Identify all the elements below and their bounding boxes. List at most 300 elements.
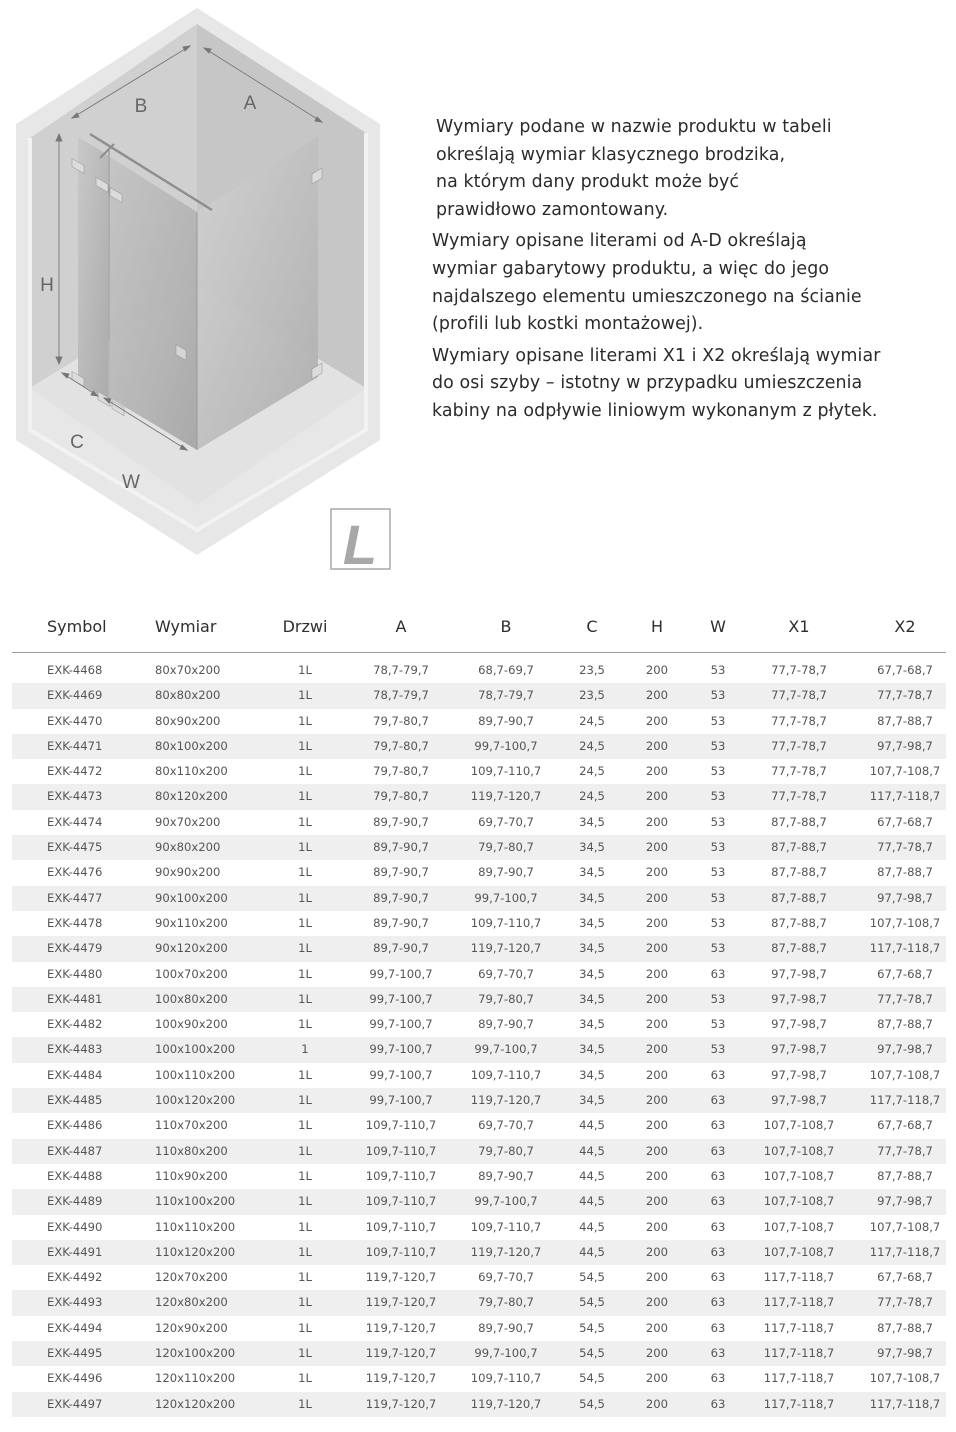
cell-w: 53	[710, 991, 726, 1006]
cell-wymiar: 110x110x200	[155, 1219, 236, 1234]
cell-x2: 87,7-88,7	[877, 1017, 933, 1032]
cell-h: 200	[645, 764, 669, 779]
cell-b: 99,7-100,7	[474, 890, 538, 905]
cell-c: 34,5	[579, 1042, 605, 1057]
cell-w: 53	[710, 764, 726, 779]
svg-text:L: L	[342, 513, 378, 576]
cell-h: 200	[645, 814, 669, 829]
cell-a: 79,7-80,7	[373, 738, 429, 753]
cell-symbol: EXK-4478	[47, 915, 103, 930]
cell-x2: 67,7-68,7	[877, 1270, 933, 1285]
table-row	[12, 1215, 946, 1240]
cell-x1: 107,7-108,7	[763, 1118, 835, 1133]
cell-wymiar: 80x90x200	[155, 713, 221, 728]
cell-h: 200	[645, 738, 669, 753]
cell-symbol: EXK-4491	[47, 1244, 103, 1259]
cell-x1: 87,7-88,7	[771, 814, 827, 829]
cell-x2: 77,7-78,7	[877, 688, 933, 703]
cell-w: 63	[710, 1118, 726, 1133]
cell-c: 34,5	[579, 890, 605, 905]
cell-wymiar: 90x70x200	[155, 814, 221, 829]
cell-x2: 77,7-78,7	[877, 991, 933, 1006]
cell-h: 200	[645, 1194, 669, 1209]
cell-x2: 97,7-98,7	[877, 738, 933, 753]
cell-b: 109,7-110,7	[470, 915, 542, 930]
cell-a: 78,7-79,7	[373, 688, 429, 703]
cell-h: 200	[645, 966, 669, 981]
cell-c: 34,5	[579, 1017, 605, 1032]
table-row	[12, 683, 946, 708]
cell-h: 200	[645, 789, 669, 804]
cell-h: 200	[645, 1017, 669, 1032]
cell-wymiar: 80x100x200	[155, 738, 228, 753]
cell-a: 79,7-80,7	[373, 713, 429, 728]
cell-c: 44,5	[579, 1118, 605, 1133]
cell-a: 99,7-100,7	[369, 991, 433, 1006]
cell-x2: 77,7-78,7	[877, 840, 933, 855]
cell-c: 44,5	[579, 1143, 605, 1158]
dimension-label-h: H	[40, 275, 54, 296]
table-row	[12, 911, 946, 936]
cell-drzwi: 1L	[298, 1270, 312, 1285]
glass-panel-fixed	[78, 137, 108, 400]
cell-x1: 107,7-108,7	[763, 1194, 835, 1209]
cell-h: 200	[645, 688, 669, 703]
cell-x1: 77,7-78,7	[771, 713, 827, 728]
cell-w: 63	[710, 1219, 726, 1234]
cell-b: 119,7-120,7	[470, 1093, 542, 1108]
cell-symbol: EXK-4476	[47, 865, 103, 880]
cell-h: 200	[645, 941, 669, 956]
table-row	[12, 936, 946, 961]
cell-drzwi: 1L	[298, 915, 312, 930]
cell-drzwi: 1L	[298, 1371, 312, 1386]
cell-a: 99,7-100,7	[369, 1093, 433, 1108]
cell-a: 109,7-110,7	[365, 1244, 437, 1259]
cell-x2: 67,7-68,7	[877, 663, 933, 677]
cell-a: 109,7-110,7	[365, 1143, 437, 1158]
cell-c: 54,5	[579, 1295, 605, 1310]
shower-enclosure-diagram	[0, 0, 420, 580]
cell-wymiar: 90x100x200	[155, 890, 228, 905]
table-row	[12, 1164, 946, 1189]
cell-x2: 97,7-98,7	[877, 1346, 933, 1361]
cell-h: 200	[645, 713, 669, 728]
cell-symbol: EXK-4479	[47, 941, 103, 956]
dimension-label-w: W	[122, 472, 140, 493]
cell-h: 200	[645, 1042, 669, 1057]
cell-b: 69,7-70,7	[478, 1118, 534, 1133]
cell-drzwi: 1L	[298, 789, 312, 804]
cell-c: 34,5	[579, 814, 605, 829]
cell-x1: 117,7-118,7	[763, 1320, 835, 1335]
header-w: W	[710, 617, 726, 636]
cell-drzwi: 1L	[298, 1067, 312, 1082]
cell-wymiar: 120x100x200	[155, 1346, 236, 1361]
cell-a: 109,7-110,7	[365, 1168, 437, 1183]
cell-wymiar: 120x80x200	[155, 1295, 228, 1310]
cell-x2: 67,7-68,7	[877, 966, 933, 981]
cell-x2: 97,7-98,7	[877, 890, 933, 905]
table-row	[12, 886, 946, 911]
cell-wymiar: 110x100x200	[155, 1194, 236, 1209]
cell-a: 79,7-80,7	[373, 789, 429, 804]
cell-drzwi: 1L	[298, 1168, 312, 1183]
table-row	[12, 1113, 946, 1138]
header-b: B	[500, 617, 512, 636]
description-paragraph-3: Wymiary opisane literami X1 i X2 określają wymiar do osi szyby – istotny w przypadku umieszczenia kabiny na odpływie liniowym wykonanym z płytek.	[432, 345, 881, 421]
cell-x1: 117,7-118,7	[763, 1396, 835, 1411]
cell-symbol: EXK-4497	[47, 1396, 103, 1411]
cell-c: 24,5	[579, 713, 605, 728]
dimension-description	[432, 114, 942, 430]
cell-symbol: EXK-4489	[47, 1194, 103, 1209]
cell-h: 200	[645, 1270, 669, 1285]
cell-x2: 107,7-108,7	[869, 1371, 941, 1386]
table-row	[12, 987, 946, 1012]
cell-w: 53	[710, 814, 726, 829]
cell-drzwi: 1L	[298, 814, 312, 829]
cell-wymiar: 120x90x200	[155, 1320, 228, 1335]
cell-x2: 97,7-98,7	[877, 1194, 933, 1209]
cell-w: 63	[710, 1320, 726, 1335]
cell-x2: 87,7-88,7	[877, 865, 933, 880]
header-c: C	[586, 617, 598, 636]
header-symbol: Symbol	[47, 617, 107, 636]
cell-x1: 117,7-118,7	[763, 1371, 835, 1386]
description-paragraph-1: Wymiary podane w nazwie produktu w tabeli określają wymiar klasycznego brodzika, na którym dany produkt może być prawidłowo zamontowany.	[436, 117, 832, 220]
cell-x1: 97,7-98,7	[771, 1093, 827, 1108]
cell-wymiar: 120x110x200	[155, 1371, 236, 1386]
cell-b: 79,7-80,7	[478, 991, 534, 1006]
cell-a: 119,7-120,7	[365, 1371, 437, 1386]
header-h: H	[650, 617, 664, 636]
cell-b: 79,7-80,7	[478, 1143, 534, 1158]
table-row	[12, 759, 946, 784]
table-row	[12, 1341, 946, 1366]
cell-b: 109,7-110,7	[470, 1067, 542, 1082]
description-paragraph-2: Wymiary opisane literami od A-D określają wymiar gabarytowy produktu, a więc do jego najdalszego elementu umieszczonego na ścianie (profili lub kostki montażowej).	[432, 231, 862, 335]
table-row	[12, 784, 946, 809]
cell-x1: 77,7-78,7	[771, 789, 827, 804]
cell-drzwi: 1L	[298, 713, 312, 728]
cell-x1: 87,7-88,7	[771, 941, 827, 956]
cell-w: 63	[710, 1371, 726, 1386]
cell-b: 89,7-90,7	[478, 1017, 534, 1032]
table-row	[12, 835, 946, 860]
cell-c: 54,5	[579, 1371, 605, 1386]
cell-a: 109,7-110,7	[365, 1118, 437, 1133]
cell-drzwi: 1L	[298, 1396, 312, 1411]
cell-a: 119,7-120,7	[365, 1295, 437, 1310]
cell-b: 119,7-120,7	[470, 1244, 542, 1259]
cell-c: 34,5	[579, 865, 605, 880]
cell-x2: 67,7-68,7	[877, 1118, 933, 1133]
cell-h: 200	[645, 1118, 669, 1133]
cell-b: 89,7-90,7	[478, 1168, 534, 1183]
cell-w: 63	[710, 1067, 726, 1082]
cell-wymiar: 90x120x200	[155, 941, 228, 956]
cell-x1: 97,7-98,7	[771, 966, 827, 981]
cell-drzwi: 1L	[298, 764, 312, 779]
cell-drzwi: 1L	[298, 1194, 312, 1209]
cell-h: 200	[645, 1320, 669, 1335]
cell-x2: 87,7-88,7	[877, 1320, 933, 1335]
cell-c: 34,5	[579, 941, 605, 956]
cell-wymiar: 110x90x200	[155, 1168, 228, 1183]
cell-drzwi: 1L	[298, 1017, 312, 1032]
cell-a: 119,7-120,7	[365, 1320, 437, 1335]
cell-x2: 77,7-78,7	[877, 1295, 933, 1310]
cell-symbol: EXK-4486	[47, 1118, 103, 1133]
cell-c: 34,5	[579, 1067, 605, 1082]
cell-wymiar: 100x90x200	[155, 1017, 228, 1032]
cell-symbol: EXK-4470	[47, 713, 103, 728]
header-x2: X2	[894, 617, 916, 636]
cell-h: 200	[645, 1295, 669, 1310]
cell-w: 63	[710, 1270, 726, 1285]
cell-x2: 107,7-108,7	[869, 915, 941, 930]
cell-symbol: EXK-4483	[47, 1042, 103, 1057]
cell-w: 53	[710, 840, 726, 855]
cell-b: 89,7-90,7	[478, 713, 534, 728]
cell-a: 89,7-90,7	[373, 840, 429, 855]
cell-a: 119,7-120,7	[365, 1270, 437, 1285]
cell-x1: 107,7-108,7	[763, 1168, 835, 1183]
cell-c: 23,5	[579, 663, 605, 677]
cell-symbol: EXK-4481	[47, 991, 103, 1006]
dimension-label-c: C	[70, 432, 84, 453]
cell-c: 54,5	[579, 1346, 605, 1361]
table-row	[12, 658, 946, 683]
cell-h: 200	[645, 1396, 669, 1411]
cell-w: 53	[710, 941, 726, 956]
cell-w: 53	[710, 890, 726, 905]
cell-w: 63	[710, 1244, 726, 1259]
cell-w: 63	[710, 1168, 726, 1183]
table-row	[12, 1392, 946, 1417]
cell-symbol: EXK-4472	[47, 764, 103, 779]
cell-b: 109,7-110,7	[470, 1371, 542, 1386]
table-body	[12, 658, 946, 1417]
cell-wymiar: 110x120x200	[155, 1244, 236, 1259]
cell-h: 200	[645, 1093, 669, 1108]
cell-h: 200	[645, 865, 669, 880]
cell-symbol: EXK-4496	[47, 1371, 103, 1386]
cell-wymiar: 90x110x200	[155, 915, 228, 930]
cell-x2: 107,7-108,7	[869, 1219, 941, 1234]
cell-h: 200	[645, 1346, 669, 1361]
cell-symbol: EXK-4482	[47, 1017, 103, 1032]
cell-symbol: EXK-4493	[47, 1295, 103, 1310]
table-row	[12, 1037, 946, 1062]
cell-h: 200	[645, 840, 669, 855]
cell-symbol: EXK-4468	[47, 663, 103, 677]
cell-b: 78,7-79,7	[478, 688, 534, 703]
cell-x2: 67,7-68,7	[877, 814, 933, 829]
header-drzwi: Drzwi	[282, 617, 328, 636]
cell-c: 44,5	[579, 1244, 605, 1259]
cell-drzwi: 1L	[298, 1244, 312, 1259]
cell-x1: 87,7-88,7	[771, 915, 827, 930]
cell-symbol: EXK-4474	[47, 814, 103, 829]
cell-drzwi: 1L	[298, 966, 312, 981]
cell-x1: 107,7-108,7	[763, 1143, 835, 1158]
cell-drzwi: 1	[301, 1042, 309, 1057]
cell-h: 200	[645, 915, 669, 930]
cell-drzwi: 1L	[298, 688, 312, 703]
cell-wymiar: 100x80x200	[155, 991, 228, 1006]
cell-x2: 97,7-98,7	[877, 1042, 933, 1057]
cell-wymiar: 110x70x200	[155, 1118, 228, 1133]
table-row	[12, 810, 946, 835]
cell-c: 24,5	[579, 738, 605, 753]
cell-a: 119,7-120,7	[365, 1396, 437, 1411]
cell-b: 89,7-90,7	[478, 865, 534, 880]
cell-x1: 117,7-118,7	[763, 1295, 835, 1310]
cell-w: 63	[710, 1346, 726, 1361]
cell-wymiar: 100x120x200	[155, 1093, 236, 1108]
cell-c: 34,5	[579, 966, 605, 981]
cell-a: 99,7-100,7	[369, 1017, 433, 1032]
cell-drzwi: 1L	[298, 941, 312, 956]
cell-wymiar: 80x80x200	[155, 688, 221, 703]
cell-b: 119,7-120,7	[470, 941, 542, 956]
cell-symbol: EXK-4475	[47, 840, 103, 855]
cell-a: 109,7-110,7	[365, 1194, 437, 1209]
cell-b: 99,7-100,7	[474, 1194, 538, 1209]
table-row	[12, 1063, 946, 1088]
cell-b: 99,7-100,7	[474, 738, 538, 753]
cell-x2: 107,7-108,7	[869, 764, 941, 779]
cell-b: 109,7-110,7	[470, 1219, 542, 1234]
table-row	[12, 734, 946, 759]
cell-x1: 97,7-98,7	[771, 1017, 827, 1032]
cell-x2: 87,7-88,7	[877, 1168, 933, 1183]
left-door-icon	[331, 509, 390, 576]
cell-b: 109,7-110,7	[470, 764, 542, 779]
cell-drzwi: 1L	[298, 1118, 312, 1133]
cell-b: 68,7-69,7	[478, 663, 534, 677]
cell-a: 89,7-90,7	[373, 814, 429, 829]
cell-c: 54,5	[579, 1270, 605, 1285]
cell-w: 53	[710, 789, 726, 804]
cell-b: 69,7-70,7	[478, 966, 534, 981]
cell-x2: 87,7-88,7	[877, 713, 933, 728]
cell-a: 89,7-90,7	[373, 915, 429, 930]
cell-h: 200	[645, 1219, 669, 1234]
cell-drzwi: 1L	[298, 890, 312, 905]
cell-a: 89,7-90,7	[373, 941, 429, 956]
cell-x1: 87,7-88,7	[771, 865, 827, 880]
cell-c: 54,5	[579, 1320, 605, 1335]
cell-drzwi: 1L	[298, 1295, 312, 1310]
cell-w: 53	[710, 688, 726, 703]
cell-b: 99,7-100,7	[474, 1042, 538, 1057]
cell-w: 63	[710, 966, 726, 981]
cell-drzwi: 1L	[298, 1346, 312, 1361]
cell-symbol: EXK-4487	[47, 1143, 103, 1158]
cell-symbol: EXK-4485	[47, 1093, 103, 1108]
cell-x2: 117,7-118,7	[869, 1244, 941, 1259]
cell-wymiar: 90x80x200	[155, 840, 221, 855]
table-row	[12, 1265, 946, 1290]
cell-c: 44,5	[579, 1168, 605, 1183]
cell-c: 44,5	[579, 1194, 605, 1209]
cell-symbol: EXK-4469	[47, 688, 103, 703]
cell-x1: 87,7-88,7	[771, 840, 827, 855]
cell-x1: 107,7-108,7	[763, 1219, 835, 1234]
cell-w: 63	[710, 1093, 726, 1108]
cell-wymiar: 80x120x200	[155, 789, 228, 804]
cell-w: 53	[710, 663, 726, 677]
cell-drzwi: 1L	[298, 865, 312, 880]
cell-x2: 117,7-118,7	[869, 1093, 941, 1108]
cell-h: 200	[645, 1168, 669, 1183]
cell-wymiar: 120x70x200	[155, 1270, 228, 1285]
cell-a: 79,7-80,7	[373, 764, 429, 779]
cell-h: 200	[645, 663, 669, 677]
cell-symbol: EXK-4480	[47, 966, 103, 981]
table-row	[12, 860, 946, 885]
cell-w: 53	[710, 1017, 726, 1032]
table-row	[12, 1088, 946, 1113]
cell-w: 63	[710, 1396, 726, 1411]
cell-w: 53	[710, 1042, 726, 1057]
cell-symbol: EXK-4477	[47, 890, 103, 905]
cell-x1: 77,7-78,7	[771, 663, 827, 677]
cell-w: 63	[710, 1194, 726, 1209]
dimensions-table	[12, 604, 946, 1411]
cell-b: 69,7-70,7	[478, 1270, 534, 1285]
cell-c: 34,5	[579, 991, 605, 1006]
cell-x1: 107,7-108,7	[763, 1244, 835, 1259]
cell-symbol: EXK-4492	[47, 1270, 103, 1285]
table-row	[12, 1316, 946, 1341]
cell-x1: 77,7-78,7	[771, 688, 827, 703]
dimension-label-a: A	[243, 93, 257, 114]
cell-symbol: EXK-4488	[47, 1168, 103, 1183]
cell-wymiar: 90x90x200	[155, 865, 221, 880]
cell-w: 63	[710, 1295, 726, 1310]
header-wymiar: Wymiar	[155, 617, 217, 636]
cell-c: 54,5	[579, 1396, 605, 1411]
cell-x2: 77,7-78,7	[877, 1143, 933, 1158]
table-row	[12, 1290, 946, 1315]
table-row	[12, 1240, 946, 1265]
cell-a: 89,7-90,7	[373, 865, 429, 880]
cell-drzwi: 1L	[298, 1143, 312, 1158]
cell-c: 44,5	[579, 1219, 605, 1234]
cell-h: 200	[645, 1371, 669, 1386]
cell-symbol: EXK-4484	[47, 1067, 103, 1082]
cell-b: 119,7-120,7	[470, 1396, 542, 1411]
cell-wymiar: 100x110x200	[155, 1067, 236, 1082]
table-row	[12, 1139, 946, 1164]
cell-h: 200	[645, 1143, 669, 1158]
cell-wymiar: 100x100x200	[155, 1042, 236, 1057]
cell-wymiar: 120x120x200	[155, 1396, 236, 1411]
cell-h: 200	[645, 1067, 669, 1082]
cell-drzwi: 1L	[298, 1320, 312, 1335]
cell-symbol: EXK-4471	[47, 738, 103, 753]
cell-drzwi: 1L	[298, 1093, 312, 1108]
dimension-label-b: B	[134, 96, 148, 117]
cell-c: 34,5	[579, 1093, 605, 1108]
cell-b: 119,7-120,7	[470, 789, 542, 804]
cell-drzwi: 1L	[298, 738, 312, 753]
cell-x2: 117,7-118,7	[869, 1396, 941, 1411]
